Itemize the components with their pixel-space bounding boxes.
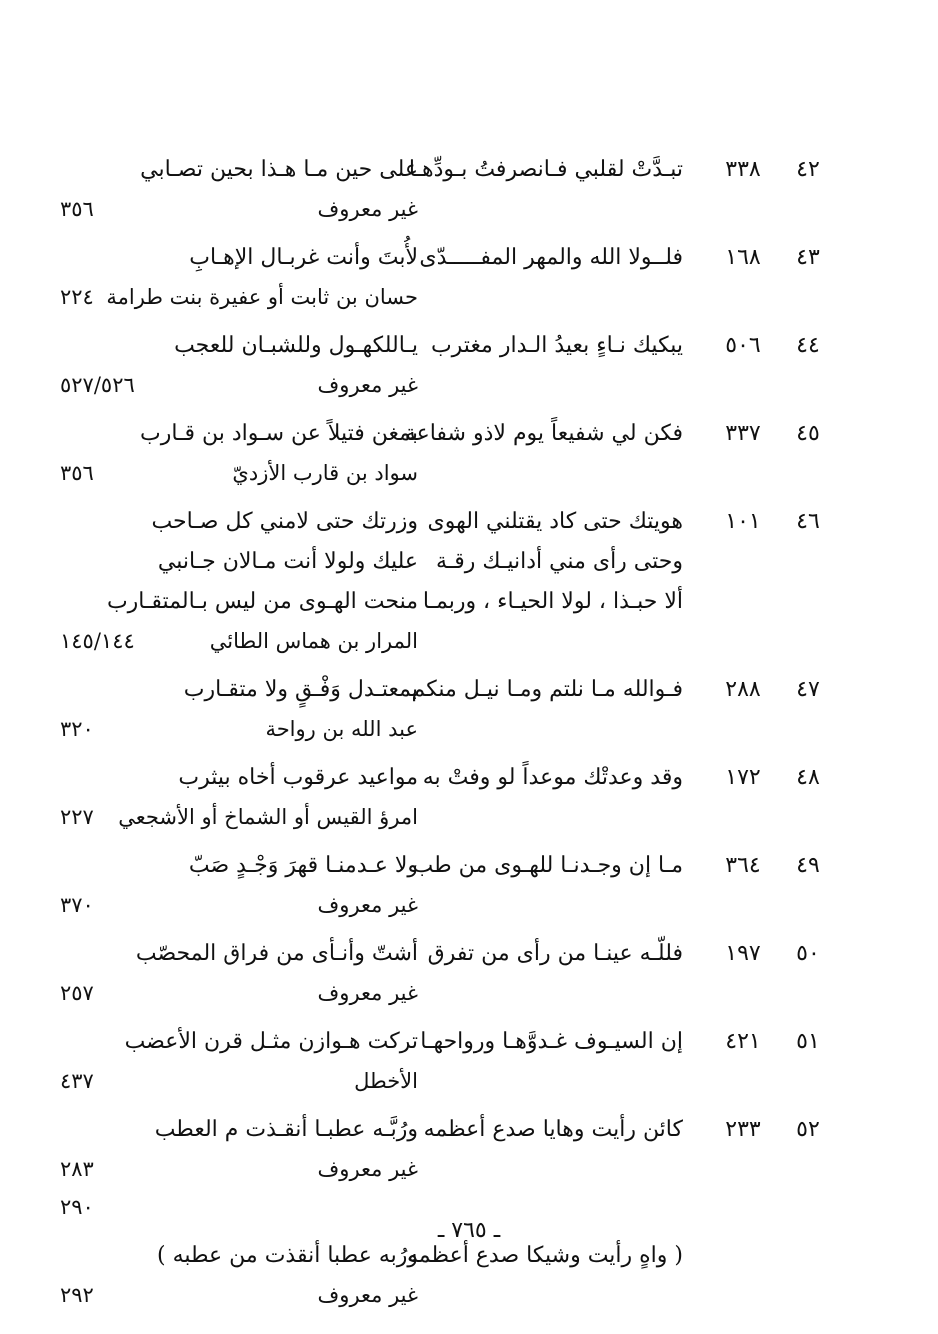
- attribution-line: [60, 622, 828, 660]
- entry-number: ٤٢: [796, 157, 820, 182]
- attribution-pages: ٣٥٦: [60, 461, 94, 485]
- entry-number: ٤٧: [796, 677, 820, 702]
- verse-first-half: تبـدَّتْ لقلبي فـانصرفتُ بـودِّهـا: [408, 157, 683, 182]
- attribution-line: [60, 886, 828, 924]
- verse-second-half: منحت الهـوى من ليس بـالمتقـارب: [106, 589, 418, 614]
- attribution-pages: ٢٢٤: [60, 285, 94, 309]
- attribution-pages: ٣٧٠: [60, 893, 94, 917]
- attribution-line: [60, 974, 828, 1012]
- verse-line: [60, 934, 828, 974]
- verse-first-half: إن السيـوف غـدوَّهـا ورواحهـا: [420, 1029, 683, 1054]
- attribution-line: [60, 710, 828, 748]
- attribution-pages: ٢٥٧: [60, 981, 94, 1005]
- poet-name: الأخطل: [354, 1069, 418, 1093]
- page-reference: ٣٣٧: [725, 421, 761, 446]
- verse-second-half: تركت هـوازن مثـل قرن الأعضب: [124, 1029, 418, 1054]
- verse-line: [60, 414, 828, 454]
- entry-number: ٤٥: [796, 421, 820, 446]
- attribution-pages: ٢٢٧: [60, 805, 94, 829]
- verse-index-list: [60, 150, 828, 1324]
- poet-name: غير معروف: [317, 373, 418, 397]
- index-entry: [60, 238, 828, 316]
- entry-number: ٤٨: [796, 765, 820, 790]
- poet-name: غير معروف: [317, 1283, 418, 1307]
- attribution-line: [60, 454, 828, 492]
- index-entry: [60, 414, 828, 492]
- attribution-line: [60, 278, 828, 316]
- entry-number: ٤٩: [796, 853, 820, 878]
- verse-line: [60, 846, 828, 886]
- attribution-line: [60, 798, 828, 836]
- verse-second-half: بمعتـدل وَفْـقٍ ولا متقـارب: [183, 677, 418, 702]
- verse-second-half: لأُبتَ وأنت غربـال الإهـابِ: [189, 245, 418, 270]
- page-reference: ٥٠٦: [725, 333, 761, 358]
- verse-second-half: على حين مـا هـذا بحين تصـابي: [140, 157, 418, 182]
- attribution-line: [60, 190, 828, 228]
- page-reference: ١٠١: [725, 509, 761, 534]
- poet-name: امرؤ القيس أو الشماخ أو الأشجعي: [118, 805, 418, 829]
- verse-line: [60, 502, 828, 542]
- page-reference: ١٦٨: [725, 245, 761, 270]
- index-entry: [60, 1110, 828, 1226]
- verse-first-half: وقد وعدتْك موعداً لو وفتْ به: [422, 765, 683, 790]
- attribution-pages: ٥٢٧/٥٢٦: [60, 373, 135, 397]
- poet-name: سواد بن قارب الأزديّ: [232, 461, 418, 485]
- attribution-line: [60, 366, 828, 404]
- attribution-line: [60, 1062, 828, 1100]
- poet-name: غير معروف: [317, 893, 418, 917]
- entry-number: ٥٢: [796, 1117, 820, 1142]
- verse-line: [60, 670, 828, 710]
- attribution-pages: ٣٢٠: [60, 717, 94, 741]
- attribution-pages: ٢٩٢: [60, 1283, 94, 1307]
- verse-first-half: ( واهٍ رأيت وشيكا صدع أعظمه: [407, 1243, 683, 1268]
- attribution-line: [60, 1150, 828, 1188]
- index-entry: [60, 1236, 828, 1314]
- verse-first-half: هويتك حتى كاد يقتلني الهوى: [427, 509, 683, 534]
- verse-line: [60, 238, 828, 278]
- index-entry: [60, 1022, 828, 1100]
- poet-name: غير معروف: [317, 981, 418, 1005]
- index-entry: [60, 758, 828, 836]
- entry-number: ٤٦: [796, 509, 820, 534]
- verse-second-half: ولا عـدمنـا قهرَ وَجْـدٍ صَبّ: [188, 853, 418, 878]
- page-reference: ٤٢١: [725, 1029, 761, 1054]
- verse-line: [60, 582, 828, 622]
- entry-number: ٤٤: [796, 333, 820, 358]
- page-number: ـ ٧٦٥ ـ: [437, 1218, 501, 1243]
- attribution-pages: ٢٨٣: [60, 1157, 94, 1181]
- index-entry: [60, 934, 828, 1012]
- poet-name: غير معروف: [317, 1157, 418, 1181]
- verse-first-half: وحتى رأى مني أدانيـك رقـة: [435, 549, 683, 574]
- index-entry: [60, 502, 828, 660]
- poet-name: المرار بن هماس الطائي: [209, 629, 418, 653]
- verse-line: [60, 542, 828, 582]
- page-reference: ٣٣٨: [725, 157, 761, 182]
- entry-number: ٤٣: [796, 245, 820, 270]
- index-entry: [60, 670, 828, 748]
- verse-first-half: كائن رأيت وهايا صدع أعظمه: [423, 1117, 683, 1142]
- verse-line: [60, 758, 828, 798]
- verse-first-half: ألا حبـذا ، لولا الحيـاء ، وربمـا: [422, 589, 683, 614]
- poet-name: عبد الله بن رواحة: [265, 717, 418, 741]
- verse-line: [60, 1110, 828, 1150]
- page-reference: ٣٦٤: [725, 853, 761, 878]
- verse-second-half: بمغن فتيلاً عن سـواد بن قـارب: [140, 421, 418, 446]
- verse-first-half: فكن لي شفيعاً يوم لاذو شفاعة: [404, 421, 683, 446]
- extra-page-reference: ٢٩٠: [60, 1195, 94, 1219]
- attribution-line: [60, 1276, 828, 1314]
- verse-first-half: مـا إن وجـدنـا للهـوى من طب: [412, 853, 683, 878]
- poet-name: غير معروف: [317, 197, 418, 221]
- poet-name: حسان بن ثابت أو عفيرة بنت طرامة: [106, 285, 418, 309]
- verse-first-half: فـوالله مـا نلتم ومـا نيـل منكم: [411, 677, 683, 702]
- index-entry: [60, 846, 828, 924]
- page-reference: ١٩٧: [725, 941, 761, 966]
- verse-second-half: مواعيد عرقوب أخاه بيثرب: [178, 765, 418, 790]
- verse-first-half: يبكيك نـاءٍ بعيدُ الـدار مغترب: [430, 333, 683, 358]
- verse-second-half: ورُبَّـه عطبـا أنقـذت م العطب: [154, 1117, 418, 1142]
- index-entry: [60, 150, 828, 228]
- verse-second-half: ورُبه عطبا أنقذت من عطبه ): [157, 1243, 418, 1268]
- entry-number: ٥١: [796, 1029, 820, 1054]
- verse-second-half: عليك ولولا أنت مـالان جـانبي: [157, 549, 418, 574]
- verse-second-half: وزرتك حتى لامني كل صـاحب: [151, 509, 418, 534]
- index-entry: [60, 326, 828, 404]
- entry-number: ٥٠: [796, 941, 820, 966]
- verse-line: [60, 1022, 828, 1062]
- verse-second-half: يـاللكهـول وللشبـان للعجب: [174, 333, 418, 358]
- page-reference: ٢٣٣: [725, 1117, 761, 1142]
- attribution-pages: ٤٣٧: [60, 1069, 94, 1093]
- verse-second-half: أشتّ وأنـأى من فراق المحصّب: [135, 941, 418, 966]
- attribution-pages: ١٤٥/١٤٤: [60, 629, 135, 653]
- page-reference: ١٧٢: [725, 765, 761, 790]
- verse-line: [60, 326, 828, 366]
- verse-first-half: فلــولا الله والمهر المفـــــدّى: [419, 245, 683, 270]
- attribution-pages: ٣٥٦: [60, 197, 94, 221]
- verse-line: [60, 150, 828, 190]
- page-reference: ٢٨٨: [725, 677, 761, 702]
- verse-first-half: فللّـه عينـا من رأى من تفرق: [427, 941, 683, 966]
